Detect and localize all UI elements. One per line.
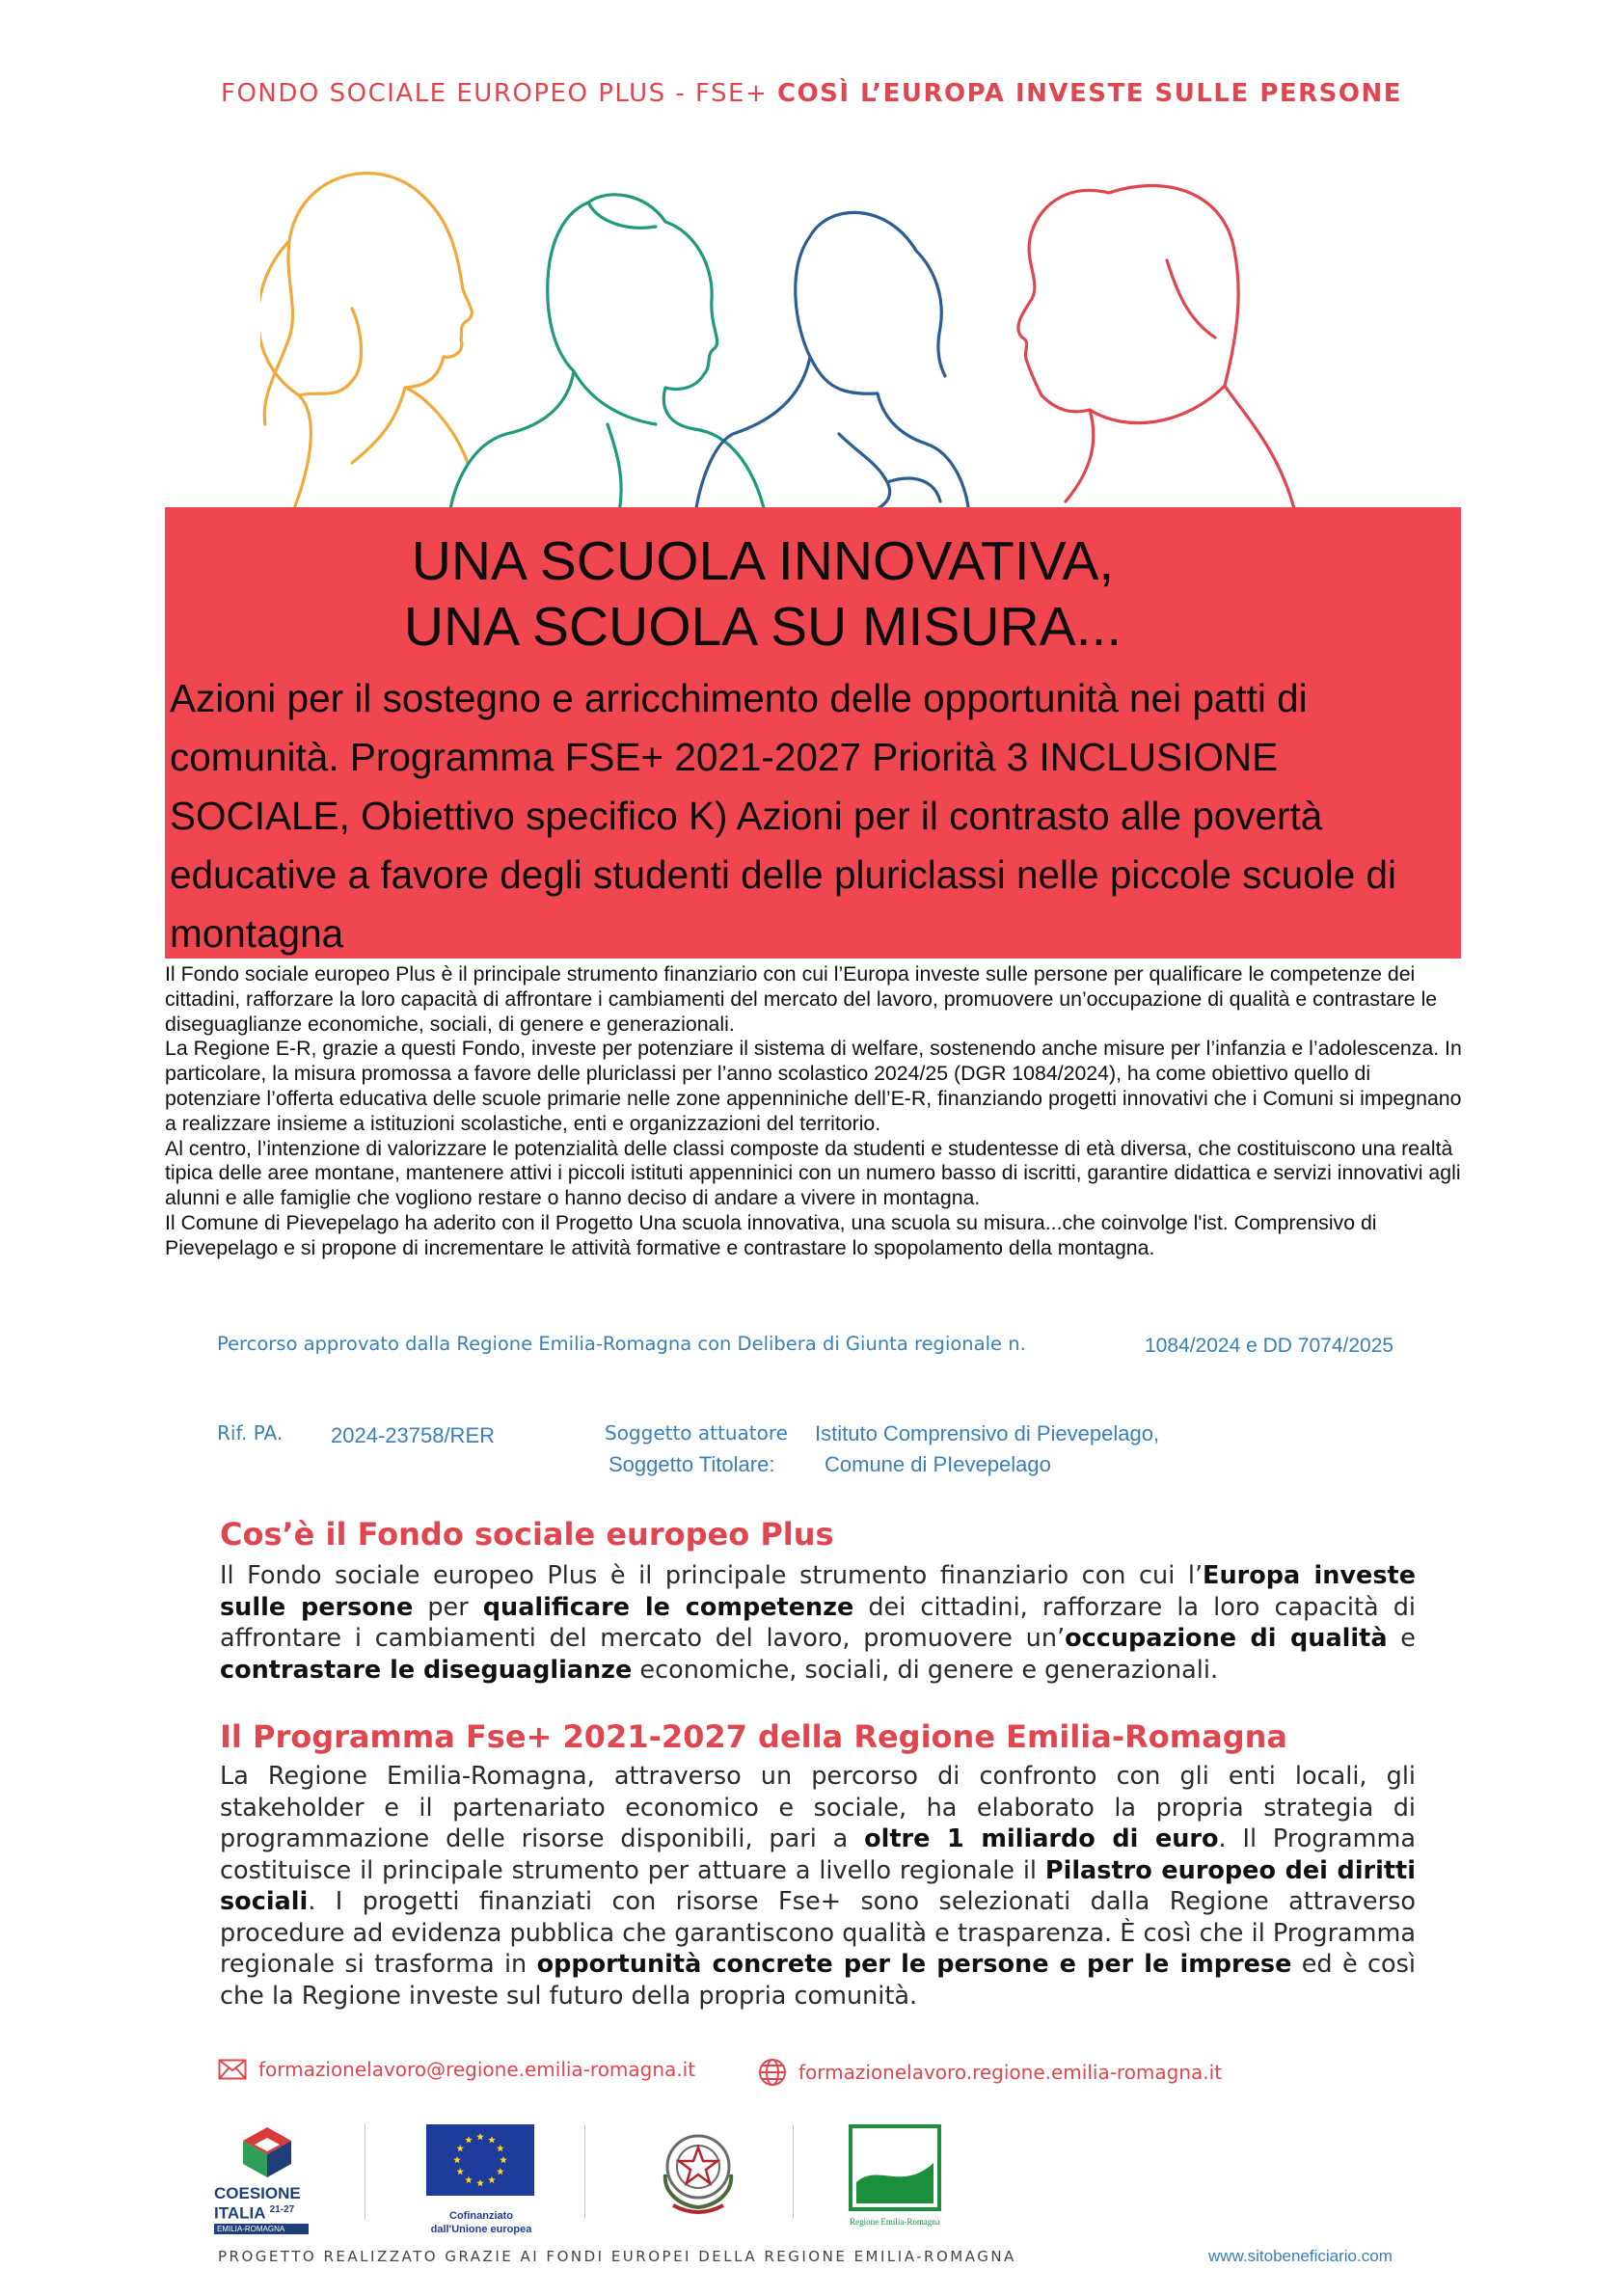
- soggetto-attuatore-label: Soggetto attuatore: [605, 1421, 788, 1445]
- repubblica-emblem: [652, 2124, 744, 2217]
- coesione-logo: [214, 2121, 320, 2233]
- section-fse-text: Il Fondo sociale europeo Plus è il principale strumento finanziario con cui l’Europa investe sulle persone per qualificare le competenze dei cittadini, rafforzare la loro capacità di affrontare i cambiamenti del mercato del lavoro, promuovere un’occupazione di qualità e contrastare le diseguaglianze economiche, sociali, di genere e generazionali.: [220, 1561, 1416, 1685]
- person-teal-outline: [448, 195, 767, 521]
- regione-logo: [849, 2124, 941, 2227]
- regione-caption: Regione Emilia-Romagna: [850, 2217, 940, 2227]
- regione-flag-icon: [849, 2124, 941, 2211]
- hero-subtitle: Azioni per il sostegno e arricchimento delle opportunità nei patti di comunità. Programma FSE+ 2021-2027 Priorità 3 INCLUSIONE SOCIALE, Obiettivo specifico K) Azioni per il contrasto alle povertà educative a favore degli studenti delle pluriclassi nelle piccole scuole di montagna: [170, 676, 1396, 956]
- section-programma-heading: Il Programma Fse+ 2021-2027 della Regione Emilia-Romagna: [220, 1718, 1287, 1755]
- coesione-years: 21-27: [269, 2204, 295, 2215]
- hero-title-line2: UNA SCUOLA SU MISURA...: [403, 596, 1123, 658]
- logo-divider: [584, 2124, 585, 2219]
- italian-emblem-icon: [652, 2124, 744, 2217]
- soggetto-titolare-value: Comune di PIevepelago: [825, 1452, 1051, 1476]
- header-bold: COSÌ L’EUROPA INVESTE SULLE PERSONE: [777, 79, 1402, 108]
- approval-label: Percorso approvato dalla Regione Emilia-Romagna con Delibera di Giunta regionale n.: [217, 1333, 1026, 1355]
- email-contact[interactable]: [218, 2058, 695, 2081]
- email-link[interactable]: formazionelavoro@regione.emilia-romagna.it: [258, 2058, 696, 2081]
- person-red-outline: [1018, 186, 1297, 522]
- eu-logo: [426, 2124, 536, 2236]
- hero-title: [165, 528, 1419, 660]
- header-line: [0, 79, 1623, 108]
- hero-title-line1: UNA SCUOLA INNOVATIVA,: [411, 530, 1115, 592]
- approval-value: 1084/2024 e DD 7074/2025: [1145, 1335, 1394, 1357]
- intro-text: [165, 962, 1472, 1261]
- eu-flag-icon: [426, 2124, 534, 2196]
- rif-pa-label: Rif. PA.: [217, 1421, 284, 1445]
- footer-url[interactable]: www.sitobeneficiario.com: [1208, 2247, 1393, 2265]
- intro-paragraph: La Regione E-R, grazie a questi Fondo, investe per potenziare il sistema di welfare, sostenendo anche misure per l’infanzia e l’adolescenza. In particolare, la misura promossa a favore delle pluriclassi per l’anno scolastico 2024/25 (DGR 1084/2024), ha come obiettivo quello di potenziare l’offerta educativa delle scuole primarie nelle zone appenniniche dell’E-R, finanziando progetti innovativi che i Comuni si impegnano a realizzare insieme a istituzioni scolastiche, enti e organizzazioni del territorio.: [165, 1037, 1462, 1135]
- globe-icon: [758, 2058, 787, 2087]
- coesione-mark-icon: [214, 2121, 320, 2181]
- coesione-line2: ITALIA: [214, 2203, 265, 2223]
- footer-text: PROGETTO REALIZZATO GRAZIE AI FONDI EUROPEI DELLA REGIONE EMILIA-ROMAGNA: [218, 2248, 1016, 2265]
- intro-paragraph: Al centro, l’intenzione di valorizzare le potenzialità delle classi composte da studenti e studentesse di età diversa, che costituiscono una realtà tipica delle aree montane, mantenere attivi i piccoli istituti appenninici con un numero basso di iscritti, garantire didattica e servizi innovativi agli alunni e alle famiglie che vogliono restare o hanno deciso di andare a vivere in montagna.: [165, 1136, 1461, 1210]
- intro-paragraph: Il Comune di Pievepelago ha aderito con il Progetto Una scuola innovativa, una scuola su misura...che coinvolge l'ist. Comprensivo di Pievepelago e si propone di incrementare le attività formative e contrastare lo spopolamento della montagna.: [165, 1210, 1377, 1259]
- coesione-line1: COESIONE: [214, 2184, 301, 2202]
- eu-caption-1: Cofinanziato: [449, 2210, 513, 2222]
- envelope-icon: [218, 2059, 247, 2080]
- logo-divider: [793, 2124, 794, 2219]
- intro-paragraph: Il Fondo sociale europeo Plus è il principale strumento finanziario con cui l’Europa investe sulle persone per qualificare le competenze dei cittadini, rafforzare la loro capacità di affrontare i cambiamenti del mercato del lavoro, promuovere un’occupazione di qualità e contrastare le diseguaglianze economiche, sociali, di genere e generazionali.: [165, 962, 1438, 1036]
- section-fse-heading: Cos’è il Fondo sociale europeo Plus: [220, 1516, 834, 1553]
- eu-caption-2: dall'Unione europea: [430, 2224, 532, 2235]
- person-blue-outline: [694, 212, 969, 521]
- people-line-illustration: [260, 135, 1369, 521]
- header-prefix: FONDO SOCIALE EUROPEO PLUS - FSE+: [221, 79, 777, 108]
- person-orange-outline: [260, 174, 472, 521]
- website-contact[interactable]: [758, 2058, 1222, 2087]
- soggetto-attuatore-value: Istituto Comprensivo di Pievepelago,: [815, 1421, 1160, 1445]
- rif-pa-value: 2024-23758/RER: [331, 1423, 496, 1447]
- soggetto-titolare-label: Soggetto Titolare:: [609, 1452, 775, 1476]
- coesione-region: EMILIA-ROMAGNA: [214, 2224, 309, 2234]
- section-programma-text: La Regione Emilia-Romagna, attraverso un percorso di confronto con gli enti locali, gli stakeholder e il partenariato economico e sociale, ha elaborato la propria strategia di programmazione delle risorse disponibili, pari a oltre 1 miliardo di euro. Il Programma costituisce il principale strumento per attuare a livello regionale il Pilastro europeo dei diritti sociali. I progetti finanziati con risorse Fse+ sono selezionati dalla Regione attraverso procedure ad evidenza pubblica che garantiscono qualità e trasparenza. È così che il Programma regionale si trasforma in opportunità concrete per le persone e per le imprese ed è così che la Regione investe sul futuro della propria comunità.: [220, 1762, 1417, 2011]
- website-link[interactable]: formazionelavoro.regione.emilia-romagna.it: [798, 2061, 1223, 2084]
